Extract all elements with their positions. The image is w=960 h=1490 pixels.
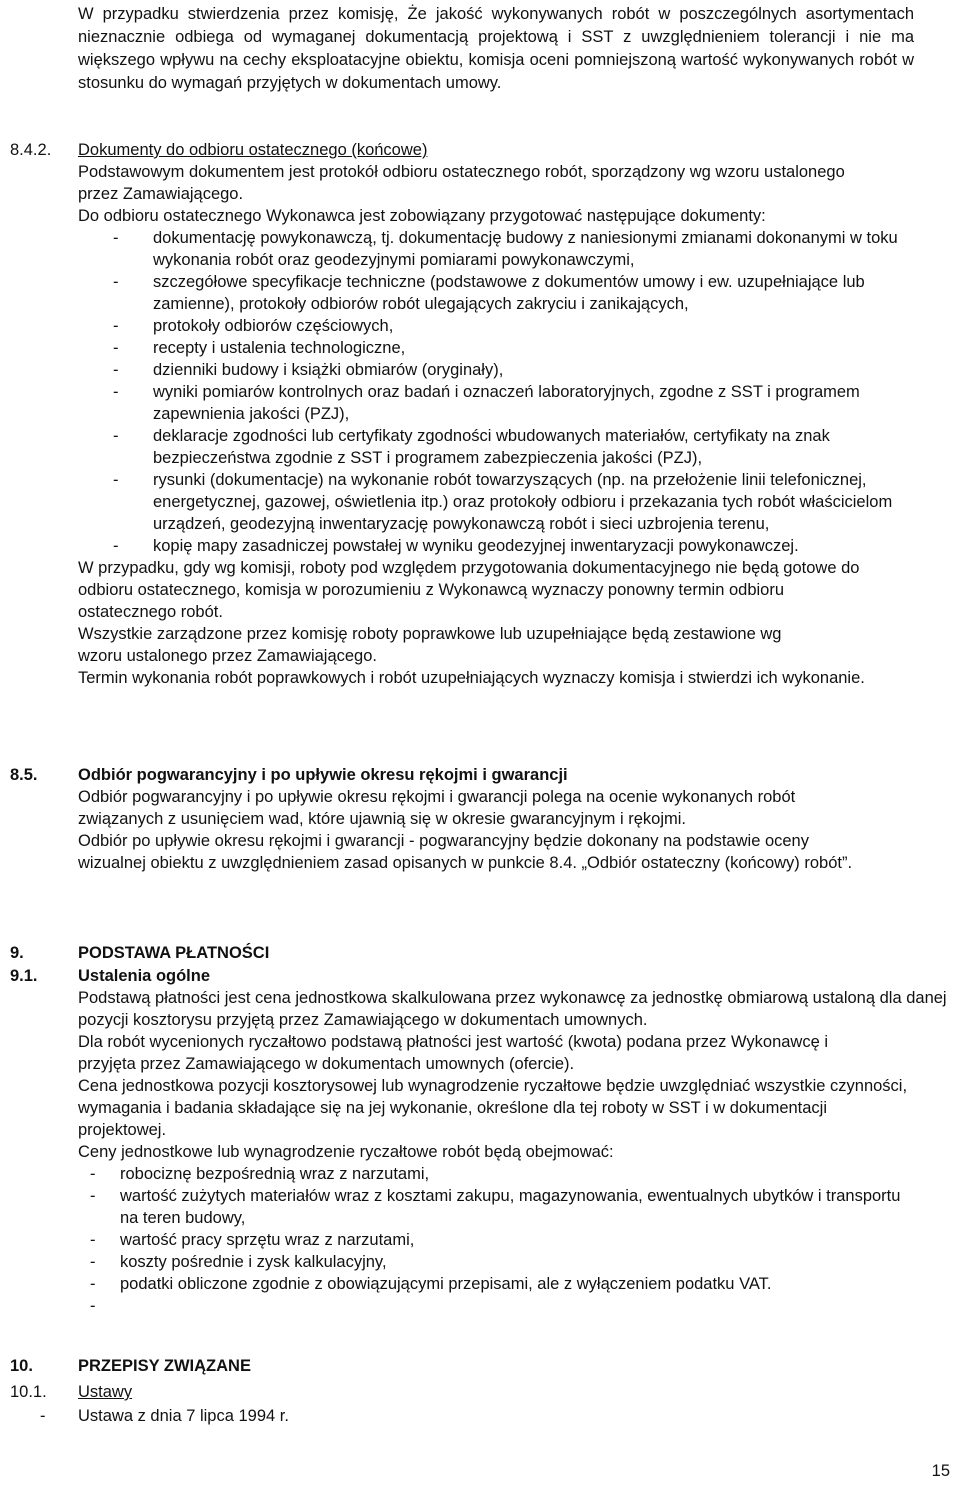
list-item (90, 1229, 910, 1251)
section-85 (78, 764, 878, 874)
list-item (40, 1405, 740, 1427)
list-item (113, 381, 913, 425)
list-item (113, 359, 913, 381)
list-item (113, 315, 913, 337)
list-item-text: protokoły odbiorów częściowych, (153, 317, 394, 335)
intro-text: W przypadku stwierdzenia przez komisję, Że jakość wykonywanych robót w poszczególnych asortymentach nieznacznie odbiega od wymaganej dokumentacją projektową i SST z uwzględnieniem tolerancji i nie ma większego wpływu na cechy eksploatacyjne obiektu, komisja oceni pomniejszoną wartość wykonywanych robót w stosunku do wymagań przyjętych w dokumentach umowy. (78, 5, 914, 92)
section-842-p5: Termin wykonania robót poprawkowych i robót uzupełniających wyznaczy komisja i stwierdzi ich wykonanie. (78, 669, 865, 687)
list-item-text: podatki obliczone zgodnie z obowiązującymi przepisami, ale z wyłączeniem podatku VAT. (120, 1275, 772, 1293)
list-item (90, 1163, 910, 1185)
list-item (113, 535, 913, 557)
list-item-text: recepty i ustalenia technologiczne, (153, 339, 406, 357)
section-85-p2: Odbiór po upływie okresu rękojmi i gwarancji - pogwarancyjny będzie dokonany na podstawie oceny wizualnej obiektu z uwzględnieniem zasad opisanych w punkcie 8.4. „Odbiór ostateczny (końcowy) robót”. (78, 832, 853, 872)
list-item-text: koszty pośrednie i zysk kalkulacyjny, (120, 1253, 387, 1271)
list-item (113, 271, 913, 315)
list-item-text: wyniki pomiarów kontrolnych oraz badań i oznaczeń laboratoryjnych, zgodne z SST i programem zapewnienia jakości (PZJ), (153, 383, 860, 423)
section-9-title: PODSTAWA PŁATNOŚCI (78, 944, 270, 962)
section-91-p1: Podstawą płatności jest cena jednostkowa skalkulowana przez wykonawcę za jednostkę obmiarową ustaloną dla danej pozycji kosztorysu przyjętą przez Zamawiającego w dokumentach umownych. (78, 989, 947, 1029)
section-842-p3: W przypadku, gdy wg komisji, roboty pod względem przygotowania dokumentacyjnego nie będą gotowe do odbioru ostatecznego, komisja w porozumieniu z Wykonawcą wyznaczy ponowny termin odbioru ostatecznego robót. (78, 559, 860, 621)
section-842-p4: Wszystkie zarządzone przez komisję roboty poprawkowe lub uzupełniające będą zestawione wg wzoru ustalonego przez Zamawiającego. (78, 625, 782, 665)
list-dash: - (113, 471, 119, 489)
section-842-list (113, 227, 913, 557)
page-number: 15 (931, 1462, 950, 1480)
section-101-title: Ustawy (78, 1383, 133, 1401)
list-item (90, 1185, 910, 1229)
list-item (113, 227, 913, 271)
list-dash: - (113, 537, 119, 555)
section-10-number: 10. (10, 1357, 33, 1375)
section-85-p1: Odbiór pogwarancyjny i po upływie okresu rękojmi i gwarancji polega na ocenie wykonanych robót związanych z usunięciem wad, które ujawnią się w okresie gwarancyjnym i rękojmi. (78, 788, 796, 828)
section-842-p2: Do odbioru ostatecznego Wykonawca jest zobowiązany przygotować następujące dokumenty: (78, 207, 766, 225)
section-91 (78, 965, 958, 1315)
section-101-list (40, 1405, 740, 1427)
section-842-p1: Podstawowym dokumentem jest protokół odbioru ostatecznego robót, sporządzony wg wzoru ustalonego przez Zamawiającego. (78, 163, 845, 203)
list-item-text: wartość zużytych materiałów wraz z kosztami zakupu, magazynowania, ewentualnych ubytków i transportu na teren budowy, (120, 1187, 901, 1227)
list-dash: - (113, 229, 119, 247)
list-item (113, 337, 913, 359)
section-91-p3: Cena jednostkowa pozycji kosztorysowej lub wynagrodzenie ryczałtowe będzie uwzględniać wszystkie czynności, wymagania i badania składające się na jej wykonanie, określone dla tej roboty w SST i w dokumentacji projektowej. (78, 1077, 908, 1139)
list-dash: - (90, 1165, 96, 1183)
list-item-text: Ustawa z dnia 7 lipca 1994 r. (78, 1407, 289, 1425)
list-dash: - (90, 1253, 96, 1271)
section-9-number: 9. (10, 944, 24, 962)
section-91-number: 9.1. (10, 967, 38, 985)
list-item-text: wartość pracy sprzętu wraz z narzutami, (120, 1231, 415, 1249)
section-10-title: PRZEPISY ZWIĄZANE (78, 1357, 251, 1375)
list-item-text: dokumentację powykonawczą, tj. dokumentację budowy z naniesionymi zmianami dokonanymi w toku wykonania robót oraz geodezyjnymi pomiarami powykonawczymi, (153, 229, 898, 269)
list-dash: - (113, 317, 119, 335)
list-dash: - (90, 1231, 96, 1249)
list-dash: - (90, 1275, 96, 1293)
list-dash: - (113, 383, 119, 401)
list-item (90, 1273, 910, 1295)
list-item-text: robociznę bezpośrednią wraz z narzutami, (120, 1165, 430, 1183)
intro-paragraph (78, 3, 914, 95)
section-91-p2: Dla robót wycenionych ryczałtowo podstawą płatności jest wartość (kwota) podana przez Wykonawcę i przyjęta przez Zamawiającego w dokumentach umownych (ofercie). (78, 1033, 829, 1073)
list-item-text: rysunki (dokumentacje) na wykonanie robót towarzyszących (np. na przełożenie linii telefonicznej, energetycznej, gazowej, oświetlenia itp.) oraz protokoły odbioru i przekazania tych robót właścicielom urządzeń, geodezyjną inwentaryzację powykonawczą robót i sieci uzbrojenia terenu, (153, 471, 893, 533)
list-item-text: dzienniki budowy i książki obmiarów (oryginały), (153, 361, 504, 379)
list-dash: - (40, 1407, 46, 1425)
section-85-title: Odbiór pogwarancyjny i po upływie okresu rękojmi i gwarancji (78, 766, 568, 784)
list-dash: - (113, 273, 119, 291)
section-91-p4: Ceny jednostkowe lub wynagrodzenie ryczałtowe robót będą obejmować: (78, 1143, 614, 1161)
section-91-title: Ustalenia ogólne (78, 967, 211, 985)
section-842-title: Dokumenty do odbioru ostatecznego (końcowe) (78, 141, 428, 159)
list-dash: - (113, 339, 119, 357)
list-item-text: kopię mapy zasadniczej powstałej w wyniku geodezyjnej inwentaryzacji powykonawczej. (153, 537, 799, 555)
section-842-number: 8.4.2. (10, 141, 52, 159)
list-dash: - (90, 1297, 96, 1315)
list-item-text: szczegółowe specyfikacje techniczne (podstawowe z dokumentów umowy i ew. uzupełniające lub zamienne), protokoły odbiorów robót ulegających zakryciu i zanikających, (153, 273, 865, 313)
section-101-number: 10.1. (10, 1383, 47, 1401)
list-item (90, 1251, 910, 1273)
list-item (113, 425, 913, 469)
list-item-text: deklaracje zgodności lub certyfikaty zgodności wbudowanych materiałów, certyfikaty na znak bezpieczeństwa zgodnie z SST i programem zabezpieczenia jakości (PZJ), (153, 427, 830, 467)
list-item (113, 469, 913, 535)
section-85-number: 8.5. (10, 766, 38, 784)
list-dash: - (113, 427, 119, 445)
list-dash: - (90, 1187, 96, 1205)
list-dash: - (113, 361, 119, 379)
section-91-list (90, 1163, 910, 1315)
section-842 (78, 139, 898, 689)
